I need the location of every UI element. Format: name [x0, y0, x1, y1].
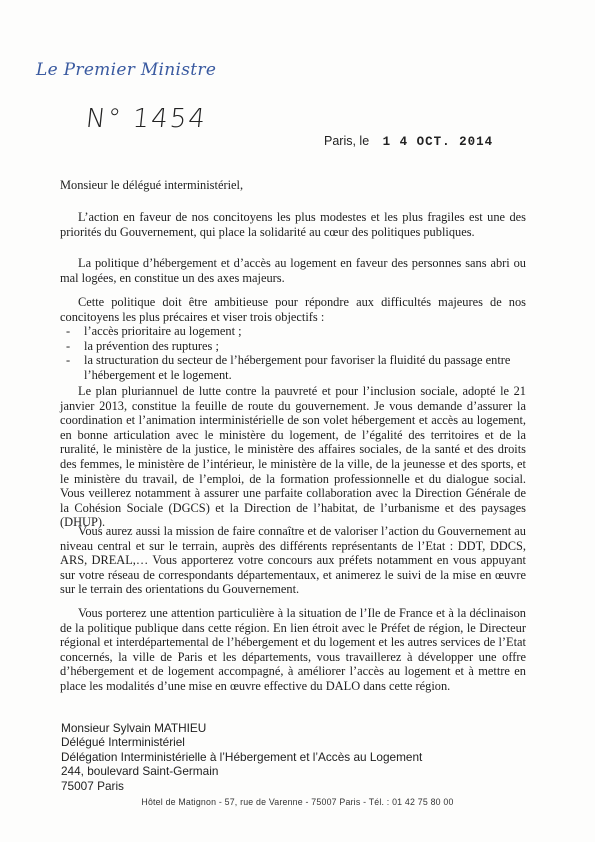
list-item: - la structuration du secteur de l’hébergement pour favoriser la fluidité du passage entre l’hébergement et le logement. — [60, 353, 526, 382]
paragraph-6 — [60, 606, 526, 694]
date-stamp: 1 4 OCT. 2014 — [382, 135, 494, 149]
paragraph-1 — [60, 210, 526, 239]
paragraph-text: Le plan pluriannuel de lutte contre la pauvreté et pour l’inclusion sociale, adopté le 21 janvier 2013, constitue la feuille de route du gouvernement. Je vous demande d’assurer la coordination et l’animation interministérielle de son volet hébergement et accès au logement, en bonne articulation avec le ministère du logement, de l’égalité des territoires et de la ruralité, le ministère de la justice, le ministère des affaires sociales, de la santé et des droits des femmes, le ministère de l’intérieur, le ministère de la ville, de la jeunesse et des sports, et le ministère du travail, de l’emploi, de la formation professionnelle et du dialogue social. Vous veillerez notamment à assurer une parfaite collaboration avec la Direction Générale de la Cohésion Sociale (DGCS) et la Direction de l’habitat, de l’urbanisme et des paysages (DHUP). — [60, 384, 526, 530]
objectives-list — [60, 324, 526, 382]
paragraph-text: La politique d’hébergement et d’accès au logement en faveur des personnes sans abri ou mal logées, en constitue un des axes majeurs. — [60, 256, 526, 285]
salutation: Monsieur le délégué interministériel, — [60, 178, 244, 192]
paragraph-text: Vous porterez une attention particulière à la situation de l’Ile de France et à la déclinaison de la politique publique dans cette région. En lien étroit avec le Préfet de région, le Directeur régional et interdépartemental de l’hébergement et du logement et les autres services de l’Etat concernés, la ville de Paris et les départements, vous travaillerez à développer une offre d’hébergement et de logement accompagné, à améliorer l’accès au logement et à mettre en place les modalités d’une mise en œuvre effective du DALO dans cette région. — [60, 606, 526, 693]
recipient-name: Monsieur Sylvain MATHIEU — [61, 721, 207, 735]
paragraph-text: Vous aurez aussi la mission de faire connaître et de valoriser l’action du Gouvernement au niveau central et sur le terrain, auprès des différents représentants de l’Etat : DDT, DDCS, ARS, DREAL,… Vous apporterez votre concours aux préfets notamment en vous appuyant sur votre réseau de correspondants départementaux, et animerez le suivi de la mise en œuvre sur le terrain des orientations du Gouvernement. — [60, 524, 526, 597]
list-item: - l’accès prioritaire au logement ; — [60, 324, 526, 339]
letterhead-title: Le Premier Ministre — [36, 60, 217, 80]
reference-number: N° 1454 — [84, 104, 209, 134]
page-footer: Hôtel de Matignon - 57, rue de Varenne - 75007 Paris - Tél. : 01 42 75 80 00 — [141, 797, 454, 807]
paragraph-text: L’action en faveur de nos concitoyens les plus modestes et les plus fragiles est une des priorités du Gouvernement, qui place la solidarité au cœur des politiques publiques. — [60, 210, 526, 239]
paragraph-5 — [60, 524, 526, 597]
recipient-city: 75007 Paris — [61, 778, 124, 793]
salutation-block — [60, 178, 526, 193]
recipient-street: 244, boulevard Saint-Germain — [61, 764, 219, 779]
list-item: - la prévention des ruptures ; — [60, 339, 526, 354]
paragraph-3 — [60, 295, 526, 324]
recipient-title: Délégué Interministériel — [61, 735, 185, 750]
recipient-organization: Délégation Interministérielle à l’Hébergement et l’Accès au Logement — [61, 749, 423, 764]
paragraph-4 — [60, 384, 526, 530]
date-line — [324, 134, 493, 149]
recipient-address — [61, 721, 461, 793]
paragraph-text: Cette politique doit être ambitieuse pour répondre aux difficultés majeures de nos concitoyens les plus précaires et viser trois objectifs : — [60, 295, 526, 324]
date-prefix: Paris, le — [324, 134, 370, 148]
paragraph-2 — [60, 256, 526, 285]
